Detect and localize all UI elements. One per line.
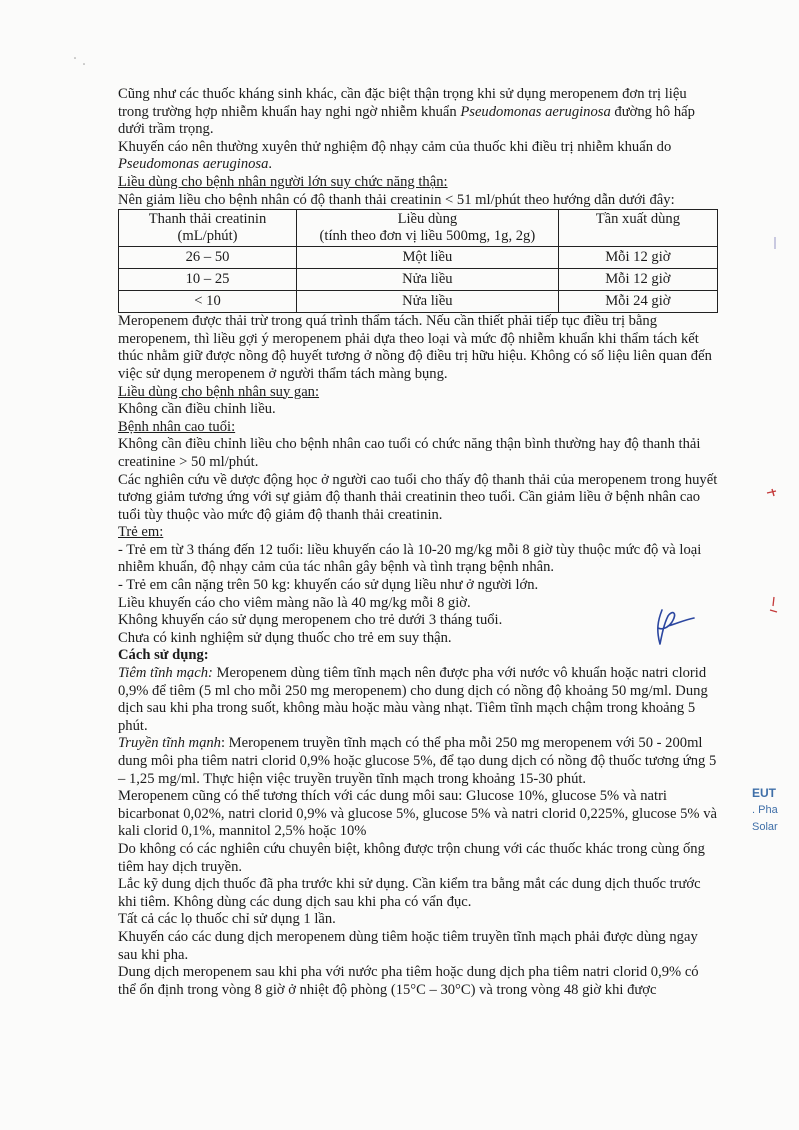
dose-table <box>118 209 718 313</box>
text-run: Dung dịch meropenem sau khi pha với nước pha tiêm hoặc dung dịch pha tiêm natri clorid 0,9% có thể ổn định trong vòng 8 giờ ở nhiệt độ phòng (15°C – 30°C) và trong vòng 48 giờ khi được <box>118 964 699 998</box>
red-mark <box>768 596 780 614</box>
text-run: đường hô hấp dưới trầm trọng. <box>118 103 695 138</box>
cell-dose: Nửa liều <box>297 269 559 291</box>
bottom-paragraph <box>118 929 718 964</box>
text-run: Tiêm tĩnh mạch: <box>118 665 213 682</box>
text-run: Bệnh nhân cao tuổi: <box>118 418 236 435</box>
text-run: Khuyến cáo nên thường xuyên thử nghiệm độ nhạy cảm của thuốc khi điều trị nhiễm khuẩn do <box>118 138 672 155</box>
bottom-paragraph <box>118 401 718 419</box>
bottom-paragraph <box>118 577 718 595</box>
header-frequency: Tần xuất dùng <box>558 210 717 247</box>
text-run: . <box>268 156 273 173</box>
text-run: Liều khuyến cáo cho viêm màng não là 40 mg/kg mỗi 8 giờ. <box>118 594 471 611</box>
bottom-paragraph <box>118 735 718 788</box>
text-run: Liều dùng cho bệnh nhân người lớn suy chức năng thận: <box>118 173 448 190</box>
red-mark <box>766 488 780 498</box>
bottom-paragraph <box>118 612 718 630</box>
cell-frequency: Mỗi 12 giờ <box>558 269 717 291</box>
cell-frequency: Mỗi 24 giờ <box>558 291 717 313</box>
text-run: Các nghiên cứu về dược động học ở người cao tuổi cho thấy độ thanh thải của meropenem trong huyết tương giảm tương ứng với sự giảm độ thanh thải creatinin theo tuổi. Cần giảm liều ở bệnh nhân cao tuổi tùy thuộc vào mức độ giảm độ thanh thải creatinin. <box>118 471 718 523</box>
bottom-paragraph <box>118 472 718 525</box>
text-run: Pseudomonas aeruginosa <box>118 156 269 173</box>
text-run: Meropenem cũng có thể tương thích với các dung môi sau: Glucose 10%, glucose 5% và natri bicarbonat 0,02%, natri clorid 0,9% và glucose 5%, glucose 5% và natri clorid 0,225%, glucose 5% và kali clorid 0,1%, mannitol 2,5% hoặc 10% <box>118 788 717 840</box>
dose-table-body <box>119 247 718 313</box>
cell-creatinine-clearance: 26 – 50 <box>119 247 297 269</box>
bottom-paragraphs <box>118 313 718 999</box>
text-run: Khuyến cáo các dung dịch meropenem dùng tiêm hoặc tiêm truyền tĩnh mạch phải được dùng ngay sau khi pha. <box>118 928 698 963</box>
corner-speck <box>72 54 88 68</box>
cell-dose: Một liều <box>297 247 559 269</box>
dose-table-header-row <box>119 210 718 247</box>
bottom-paragraph <box>118 542 718 577</box>
margin-text-1: EUT <box>752 786 776 800</box>
dose-table-row <box>119 291 718 313</box>
text-run: Không khuyến cáo sử dụng meropenem cho trẻ dưới 3 tháng tuổi. <box>118 612 503 629</box>
margin-text-3: Solar <box>752 821 778 833</box>
cell-creatinine-clearance: 10 – 25 <box>119 269 297 291</box>
text-run: Truyền tĩnh mạnh <box>118 735 221 752</box>
text-run: Không cần điều chỉnh liều cho bệnh nhân cao tuổi có chức năng thận bình thường hay độ thanh thải creatinine > 50 ml/phút. <box>118 436 701 470</box>
bottom-paragraph <box>118 964 718 999</box>
bottom-paragraph <box>118 665 718 735</box>
bottom-paragraph <box>118 384 718 402</box>
text-run: Chưa có kinh nghiệm sử dụng thuốc cho trẻ em suy thận. <box>118 629 452 646</box>
text-run: Do không có các nghiên cứu chuyên biệt, không được trộn chung với các thuốc khác trong cùng ống tiêm hay dịch truyền. <box>118 840 705 875</box>
text-run: Cũng như các thuốc kháng sinh khác, cần đặc biệt thận trọng khi sử dụng meropenem đơn trị liệu trong trường hợp nhiễm khuẩn hay nghi ngờ nhiễm khuẩn <box>118 86 687 120</box>
top-paragraph <box>118 139 718 174</box>
bottom-paragraph <box>118 436 718 471</box>
top-paragraph <box>118 174 718 192</box>
cell-creatinine-clearance: < 10 <box>119 291 297 313</box>
bottom-paragraph <box>118 788 718 841</box>
bottom-paragraph <box>118 419 718 437</box>
bottom-paragraph <box>118 841 718 876</box>
header-creatinine-clearance: Thanh thải creatinin (mL/phút) <box>119 210 297 247</box>
handwritten-signature <box>648 604 698 650</box>
bottom-paragraph <box>118 911 718 929</box>
dose-table-row <box>119 247 718 269</box>
text-run: Không cần điều chỉnh liều. <box>118 401 276 418</box>
margin-text-2: . Pha <box>752 804 778 816</box>
text-run: Lắc kỹ dung dịch thuốc đã pha trước khi sử dụng. Cần kiểm tra bằng mắt các dung dịch thuốc trước khi tiêm. Không dùng các dung dịch sau khi pha có vẩn đục. <box>118 876 701 910</box>
top-paragraph <box>118 86 718 139</box>
text-run: Meropenem được thải trừ trong quá trình thẩm tách. Nếu cần thiết phải tiếp tục điều trị bằng meropenem, thì liều gợi ý meropenem phải dựa theo loại và mức độ nhiễm khuẩn khi thẩm tách kết thúc nhằm giữ được nồng độ huyết tương ở nồng độ điều trị hữu hiệu. Không có số liệu liên quan đến việc sử dụng meropenem ở người thẩm tách màng bụng. <box>118 313 712 382</box>
text-run: Cách sử dụng: <box>118 647 209 664</box>
bottom-paragraph <box>118 524 718 542</box>
document-body <box>118 86 718 999</box>
bottom-paragraph <box>118 595 718 613</box>
dose-table-row <box>119 269 718 291</box>
text-run: Meropenem dùng tiêm tĩnh mạch nên được pha với nước vô khuẩn hoặc natri clorid 0,9% để tiêm (5 ml cho mỗi 250 mg meropenem) cho dung dịch có nồng độ khoảng 50 mg/ml. Dung dịch sau khi pha trong suốt, không màu hoặc màu vàng nhạt. Tiêm tĩnh mạch chậm trong khoảng 5 phút. <box>118 665 708 734</box>
text-run: Liều dùng cho bệnh nhân suy gan: <box>118 383 320 400</box>
top-paragraph <box>118 192 718 210</box>
text-run: : Meropenem truyền tĩnh mạch có thể pha mỗi 250 mg meropenem với 50 - 200ml dung môi pha tiêm natri clorid 0,9% hoặc glucose 5%, để tạo dung dịch có nồng độ thuốc tương ứng 5 – 1,25 mg/ml. Thực hiện việc truyền truyền tĩnh mạch trong khoảng 15-30 phút. <box>118 735 717 787</box>
cell-frequency: Mỗi 12 giờ <box>558 247 717 269</box>
text-run: Nên giảm liều cho bệnh nhân có độ thanh thải creatinin < 51 ml/phút theo hướng dẫn dưới đây: <box>118 191 675 208</box>
text-run: Trẻ em: <box>118 524 164 541</box>
text-run: - Trẻ em từ 3 tháng đến 12 tuổi: liều khuyến cáo là 10-20 mg/kg mỗi 8 giờ tùy thuộc mức độ và loại nhiễm khuẩn, độ nhạy cảm của tác nhân gây bệnh và tình trạng bệnh nhân. <box>118 541 702 576</box>
edge-mark <box>772 236 778 250</box>
bottom-paragraph <box>118 876 718 911</box>
text-run: Tất cả các lọ thuốc chỉ sử dụng 1 lần. <box>118 911 336 928</box>
bottom-paragraph <box>118 630 718 648</box>
bottom-paragraph <box>118 313 718 383</box>
text-run: Pseudomonas aeruginosa <box>460 103 611 120</box>
text-run: - Trẻ em cân nặng trên 50 kg: khuyến cáo sử dụng liều như ở người lớn. <box>118 577 539 594</box>
cell-dose: Nửa liều <box>297 291 559 313</box>
header-dose: Liều dùng (tính theo đơn vị liều 500mg, 1g, 2g) <box>297 210 559 247</box>
bottom-paragraph <box>118 647 718 665</box>
top-paragraphs <box>118 86 718 209</box>
